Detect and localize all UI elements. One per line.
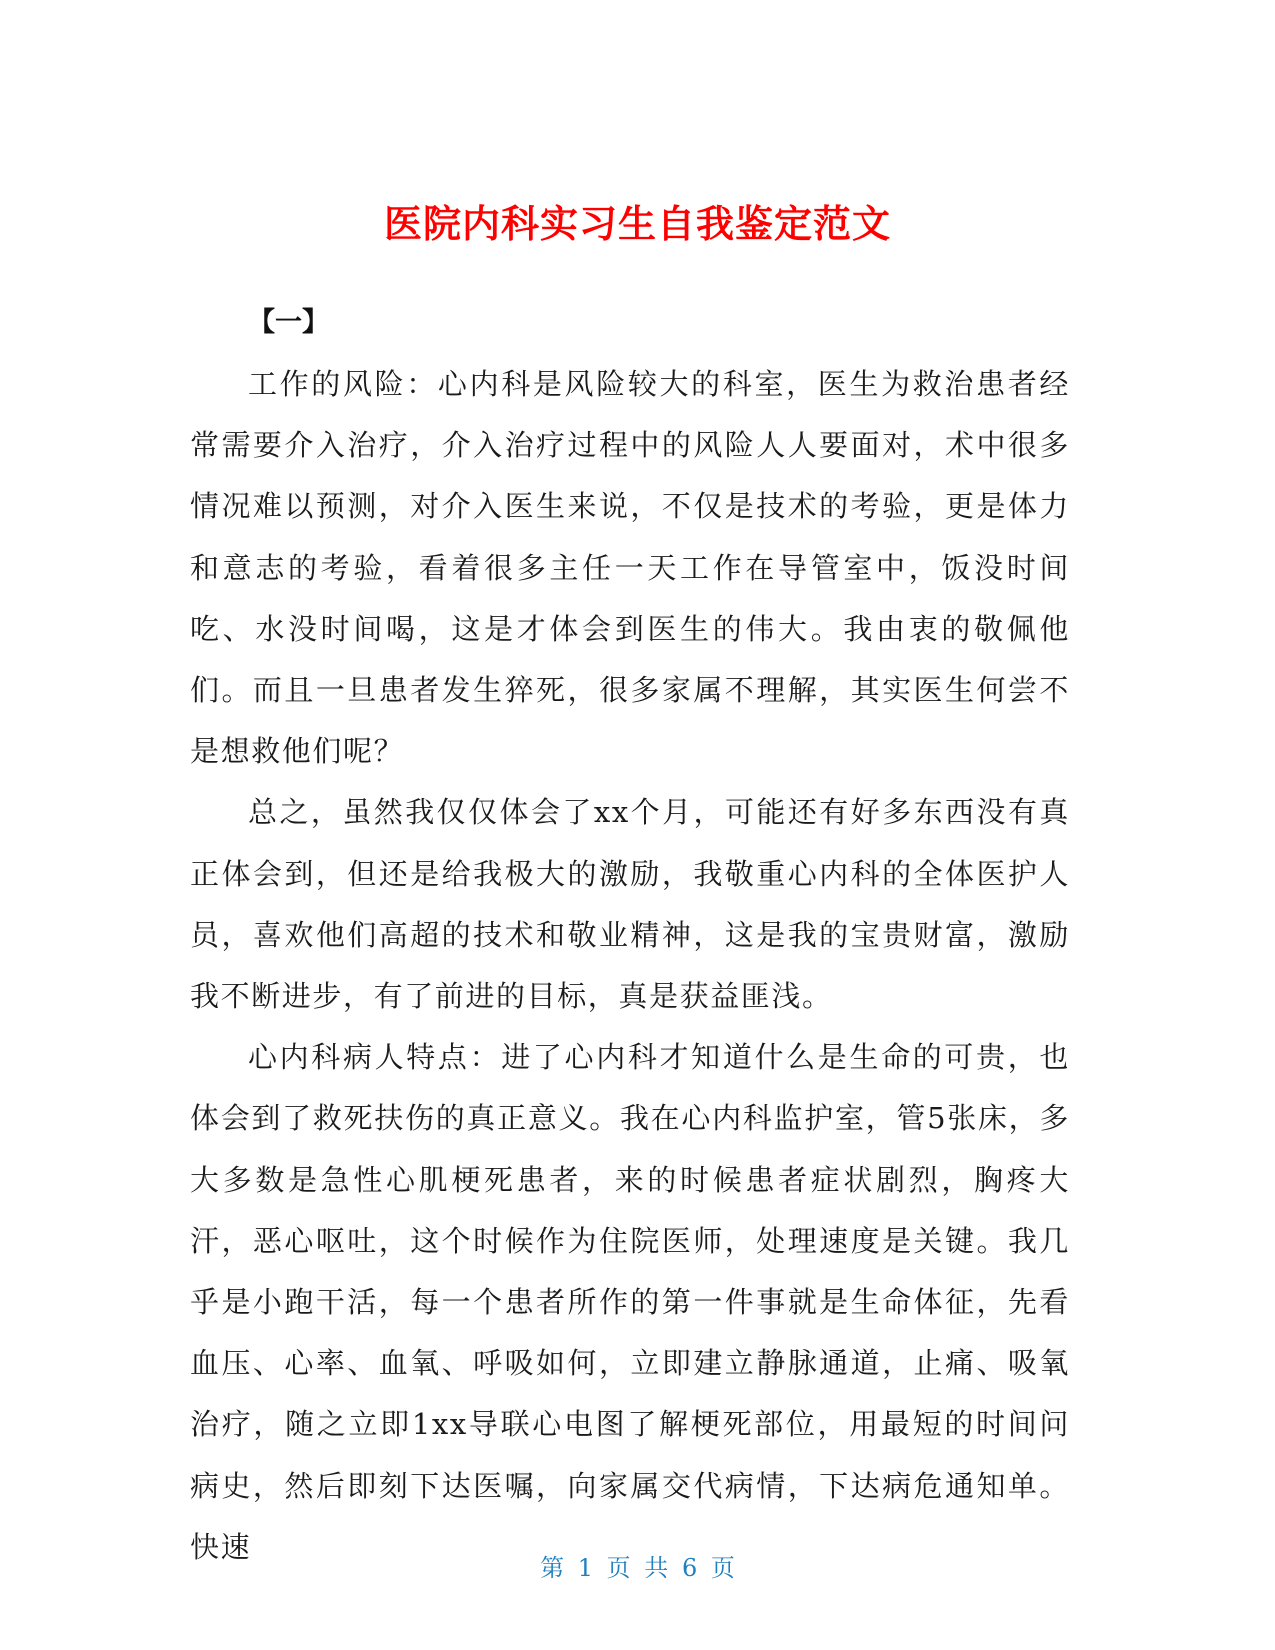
document-body [190,354,1070,1578]
paragraph-summary: 总之，虽然我仅仅体会了xx个月，可能还有好多东西没有真正体会到，但还是给我极大的激励，我敬重心内科的全体医护人员，喜欢他们高超的技术和敬业精神，这是我的宝贵财富，激励我不断进步，有了前进的目标，真是获益匪浅。 [190,795,1070,1014]
page-indicator: 第 1 页 共 6 页 [540,1554,735,1582]
section-label: 【一】 [248,307,329,338]
paragraph-patient-traits: 心内科病人特点：进了心内科才知道什么是生命的可贵，也体会到了救死扶伤的真正意义。我在心内科监护室，管5张床，多大多数是急性心肌梗死患者，来的时候患者症状剧烈，胸疼大汗，恶心呕吐，这个时候作为住院医师，处理速度是关键。我几乎是小跑干活，每一个患者所作的第一件事就是生命体征，先看血压、心率、血氧、呼吸如何，立即建立静脉通道，止痛、吸氧治疗，随之立即1xx导联心电图了解梗死部位，用最短的时间问病史，然后即刻下达医嘱，向家属交代病情，下达病危通知单。快速 [190,1040,1070,1564]
paragraph-risk: 工作的风险：心内科是风险较大的科室，医生为救治患者经常需要介入治疗，介入治疗过程中的风险人人要面对，术中很多情况难以预测，对介入医生来说，不仅是技术的考验，更是体力和意志的考验，看着很多主任一天工作在导管室中，饭没时间吃、水没时间喝，这是才体会到医生的伟大。我由衷的敬佩他们。而且一旦患者发生猝死，很多家属不理解，其实医生何尝不是想救他们呢？ [190,367,1070,769]
document-title: 医院内科实习生自我鉴定范文 [383,202,891,247]
